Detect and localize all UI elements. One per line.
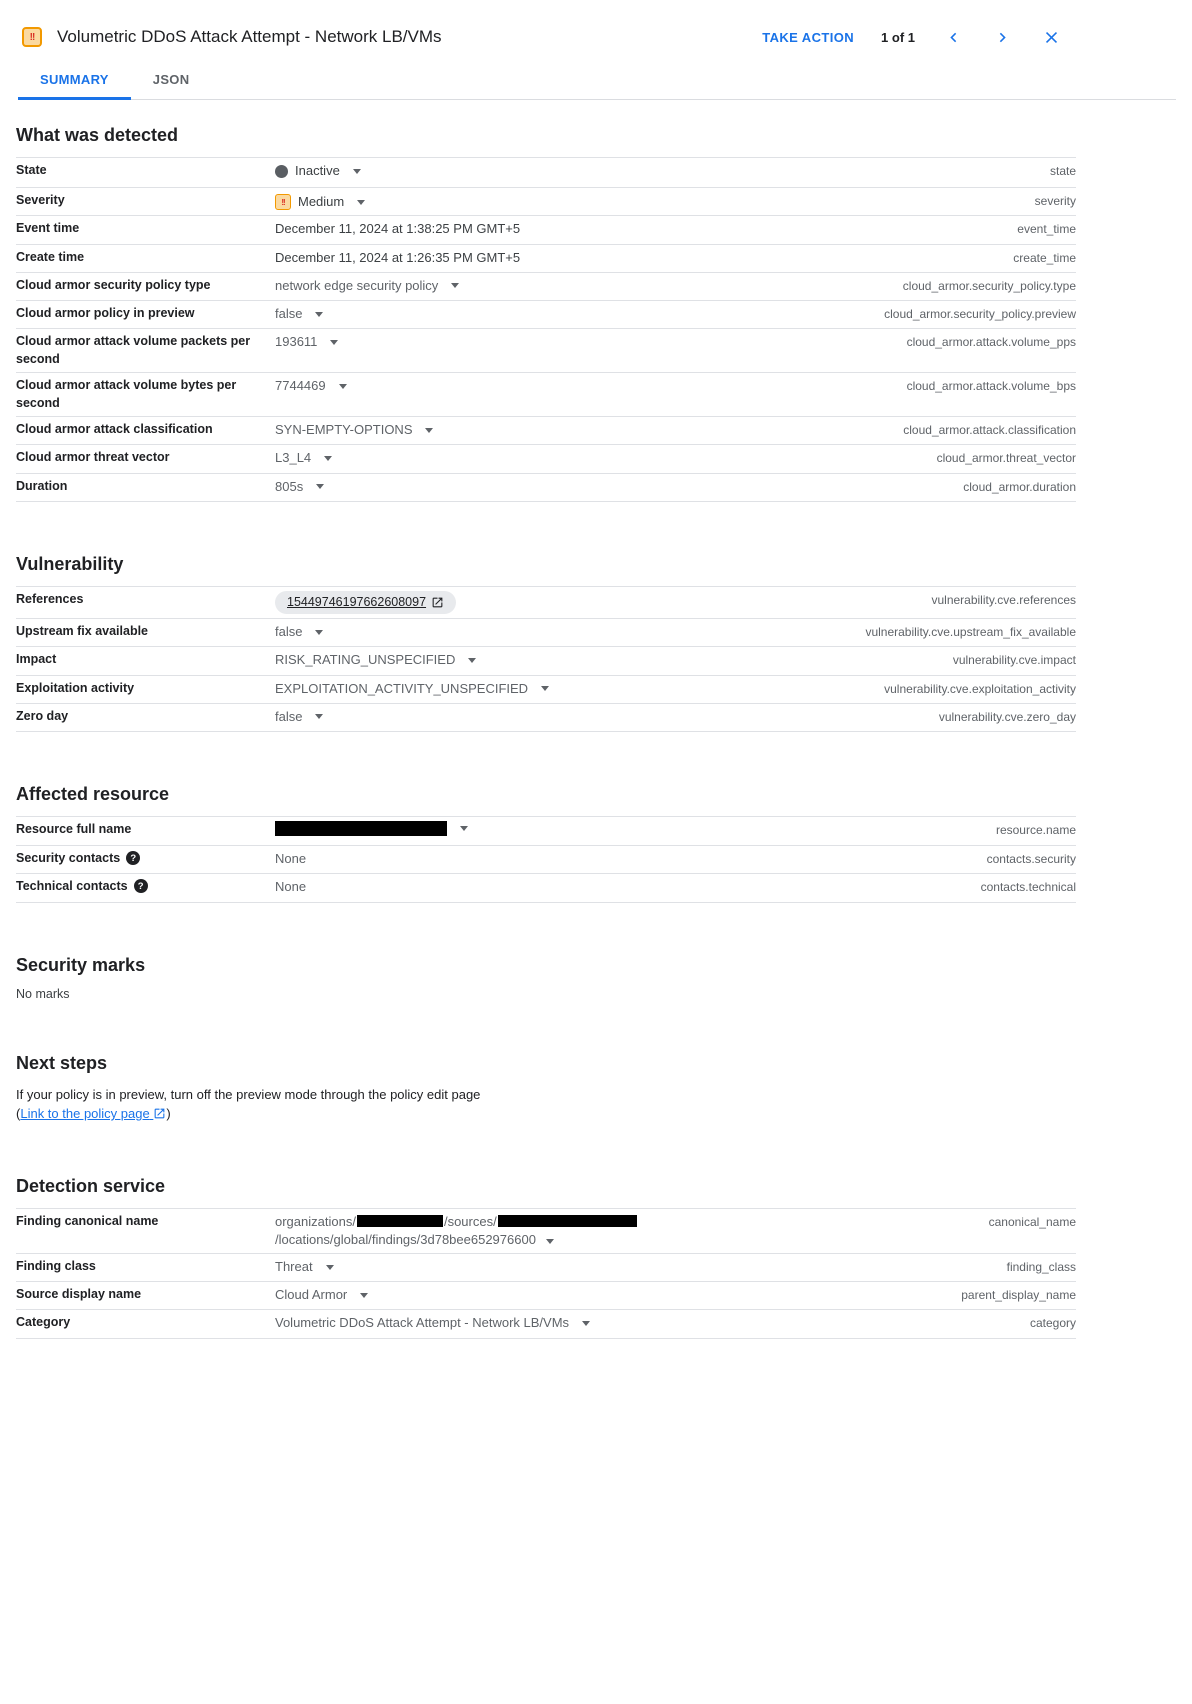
attribute-key: cloud_armor.threat_vector	[936, 451, 1076, 466]
severity-dropdown[interactable]	[275, 193, 365, 211]
chevron-down-icon	[468, 658, 476, 663]
severity-medium-icon: !!	[275, 194, 291, 210]
severity-medium-icon: !!	[22, 27, 42, 47]
no-marks-text: No marks	[16, 986, 70, 1001]
row-attack-classification: Cloud armor attack classification SYN-EMPTY-OPTIONS cloud_armor.attack.classification	[16, 417, 1076, 445]
section-heading: Security marks	[16, 954, 146, 975]
value-dropdown[interactable]: Threat	[275, 1258, 334, 1276]
attribute-key: severity	[1034, 193, 1076, 208]
chevron-right-icon	[993, 28, 1012, 47]
section-affected-resource	[16, 784, 1076, 903]
chevron-down-icon	[330, 340, 338, 345]
value-dropdown[interactable]: Volumetric DDoS Attack Attempt - Network LB/VMs	[275, 1314, 590, 1332]
redacted-source-id	[498, 1215, 637, 1227]
value-dropdown[interactable]: L3_L4	[275, 449, 332, 467]
help-icon[interactable]: ?	[134, 879, 148, 893]
security-contacts-value: None	[275, 851, 307, 867]
attribute-key: state	[1049, 164, 1076, 178]
tab-summary[interactable]: SUMMARY	[18, 64, 131, 100]
chevron-down-icon	[315, 714, 323, 719]
policy-page-link[interactable]: Link to the policy page	[20, 1106, 166, 1121]
value-dropdown[interactable]: false	[275, 305, 323, 323]
value-dropdown[interactable]: Cloud Armor	[275, 1286, 368, 1304]
redacted-resource-name	[275, 821, 447, 836]
attribute-key: category	[1029, 1316, 1076, 1331]
chevron-down-icon	[451, 283, 459, 288]
chevron-left-icon	[944, 28, 963, 47]
summary-content	[0, 125, 1192, 1399]
close-icon	[1042, 28, 1061, 47]
chevron-down-icon	[324, 456, 332, 461]
section-heading: Detection service	[16, 1175, 166, 1196]
reference-id: 15449746197662608097	[287, 594, 427, 609]
attribute-key: cloud_armor.attack.volume_bps	[906, 379, 1076, 394]
attribute-key: create_time	[1013, 250, 1076, 265]
attribute-key: contacts.technical	[980, 880, 1076, 895]
row-security-policy-type: Cloud armor security policy type network edge security policy cloud_armor.security_policy.type	[16, 273, 1076, 301]
row-category: Category Volumetric DDoS Attack Attempt - Network LB/VMs category	[16, 1310, 1076, 1338]
row-finding-class: Finding class Threat finding_class	[16, 1254, 1076, 1282]
attribute-key: cloud_armor.security_policy.preview	[884, 307, 1076, 322]
chevron-down-icon	[425, 428, 433, 433]
value-dropdown[interactable]: 7744469	[275, 377, 347, 395]
attribute-key: cloud_armor.security_policy.type	[902, 278, 1076, 293]
value-dropdown[interactable]: EXPLOITATION_ACTIVITY_UNSPECIFIED	[275, 680, 549, 698]
external-link-icon	[153, 1107, 166, 1120]
chevron-down-icon	[315, 312, 323, 317]
resource-name-dropdown[interactable]	[275, 821, 468, 836]
row-security-contacts: Security contacts ? None contacts.security	[16, 846, 1076, 874]
chevron-down-icon	[339, 384, 347, 389]
attribute-key: vulnerability.cve.exploitation_activity	[884, 681, 1076, 696]
chevron-down-icon	[546, 1239, 554, 1244]
section-security-marks	[16, 955, 1076, 1001]
section-next-steps	[16, 1053, 1076, 1124]
chevron-down-icon	[582, 1321, 590, 1326]
value-dropdown[interactable]: RISK_RATING_UNSPECIFIED	[275, 651, 476, 669]
next-finding-button[interactable]	[991, 26, 1013, 48]
row-references: References 15449746197662608097 vulnerability.cve.references	[16, 587, 1076, 620]
attribute-key: cloud_armor.attack.classification	[903, 423, 1076, 438]
attribute-key: vulnerability.cve.zero_day	[938, 709, 1076, 724]
row-exploitation-activity: Exploitation activity EXPLOITATION_ACTIVITY_UNSPECIFIED vulnerability.cve.exploitation_activity	[16, 676, 1076, 704]
next-steps-text: If your policy is in preview, turn off the preview mode through the policy edit page (Link to the policy page )	[16, 1086, 481, 1122]
chevron-down-icon	[353, 169, 361, 174]
attribute-key: canonical_name	[988, 1214, 1076, 1229]
value-dropdown[interactable]: false	[275, 623, 323, 641]
state-dropdown[interactable]	[275, 162, 361, 180]
reference-chip[interactable]	[275, 591, 456, 615]
section-heading: Vulnerability	[16, 553, 124, 574]
value-dropdown[interactable]: false	[275, 708, 323, 726]
state-value: Inactive	[295, 163, 340, 178]
attribute-key: vulnerability.cve.references	[931, 592, 1076, 607]
chevron-down-icon	[360, 1293, 368, 1298]
row-finding-canonical-name: Finding canonical name organizations/ /sources//locations/global/findings/3d78bee652976600 canonical_name	[16, 1209, 1076, 1254]
take-action-button[interactable]: TAKE ACTION	[762, 29, 855, 45]
chevron-down-icon	[316, 484, 324, 489]
panel-header	[0, 0, 1192, 48]
row-attack-volume-pps: Cloud armor attack volume packets per second 193611 cloud_armor.attack.volume_pps	[16, 329, 1076, 373]
row-policy-in-preview: Cloud armor policy in preview false cloud_armor.security_policy.preview	[16, 301, 1076, 329]
inactive-status-dot-icon	[275, 165, 288, 178]
value-dropdown[interactable]: SYN-EMPTY-OPTIONS	[275, 421, 433, 439]
attribute-key: parent_display_name	[961, 1288, 1076, 1303]
pagination-count: 1 of 1	[881, 29, 915, 45]
row-attack-volume-bps: Cloud armor attack volume bytes per second 7744469 cloud_armor.attack.volume_bps	[16, 373, 1076, 417]
row-duration: Duration 805s cloud_armor.duration	[16, 474, 1076, 502]
attribute-key: finding_class	[1006, 1259, 1076, 1274]
value-dropdown[interactable]: 805s	[275, 478, 324, 496]
section-vulnerability	[16, 554, 1076, 732]
row-zero-day: Zero day false vulnerability.cve.zero_day	[16, 704, 1076, 732]
row-upstream-fix: Upstream fix available false vulnerability.cve.upstream_fix_available	[16, 619, 1076, 647]
attribute-key: vulnerability.cve.impact	[952, 653, 1076, 668]
attribute-key: vulnerability.cve.upstream_fix_available	[865, 625, 1076, 640]
page-title: Volumetric DDoS Attack Attempt - Network LB/VMs	[57, 27, 442, 46]
help-icon[interactable]: ?	[126, 851, 140, 865]
technical-contacts-value: None	[275, 879, 307, 895]
row-technical-contacts: Technical contacts ? None contacts.technical	[16, 874, 1076, 902]
row-state: State Inactive state	[16, 158, 1076, 188]
canonical-name-dropdown[interactable]: organizations/ /sources//locations/global/findings/3d78bee652976600	[275, 1214, 638, 1247]
row-resource-full-name: Resource full name resource.name	[16, 817, 1076, 846]
attribute-key: resource.name	[995, 823, 1076, 838]
close-button[interactable]	[1040, 26, 1062, 48]
row-severity: Severity !! Medium severity	[16, 188, 1076, 217]
redacted-org-id	[357, 1215, 443, 1227]
tab-bar	[18, 64, 1176, 100]
chevron-down-icon	[315, 630, 323, 635]
chevron-down-icon	[326, 1265, 334, 1270]
chevron-down-icon	[357, 200, 365, 205]
value-dropdown[interactable]: 193611	[275, 333, 338, 351]
chevron-down-icon	[460, 826, 468, 831]
attribute-key: contacts.security	[986, 852, 1076, 867]
section-detection-service	[16, 1176, 1076, 1339]
attribute-key: cloud_armor.duration	[963, 479, 1076, 494]
previous-finding-button[interactable]	[942, 26, 964, 48]
external-link-icon	[431, 596, 444, 609]
attribute-key: cloud_armor.attack.volume_pps	[906, 335, 1076, 350]
row-impact: Impact RISK_RATING_UNSPECIFIED vulnerability.cve.impact	[16, 647, 1076, 675]
severity-value: Medium	[298, 194, 345, 210]
section-what-was-detected	[16, 125, 1076, 502]
chevron-down-icon	[541, 686, 549, 691]
section-heading: What was detected	[16, 125, 179, 145]
attribute-key: event_time	[1017, 222, 1076, 237]
section-heading: Next steps	[16, 1052, 108, 1073]
event-time-value: December 11, 2024 at 1:38:25 PM GMT+5	[275, 221, 521, 237]
create-time-value: December 11, 2024 at 1:26:35 PM GMT+5	[275, 249, 521, 265]
value-dropdown[interactable]: network edge security policy	[275, 277, 459, 295]
section-heading: Affected resource	[16, 784, 170, 805]
row-threat-vector: Cloud armor threat vector L3_L4 cloud_armor.threat_vector	[16, 445, 1076, 473]
row-event-time: Event time December 11, 2024 at 1:38:25 PM GMT+5 event_time	[16, 216, 1076, 244]
row-create-time: Create time December 11, 2024 at 1:26:35 PM GMT+5 create_time	[16, 245, 1076, 273]
tab-json[interactable]: JSON	[152, 72, 190, 87]
row-source-display-name: Source display name Cloud Armor parent_display_name	[16, 1282, 1076, 1310]
